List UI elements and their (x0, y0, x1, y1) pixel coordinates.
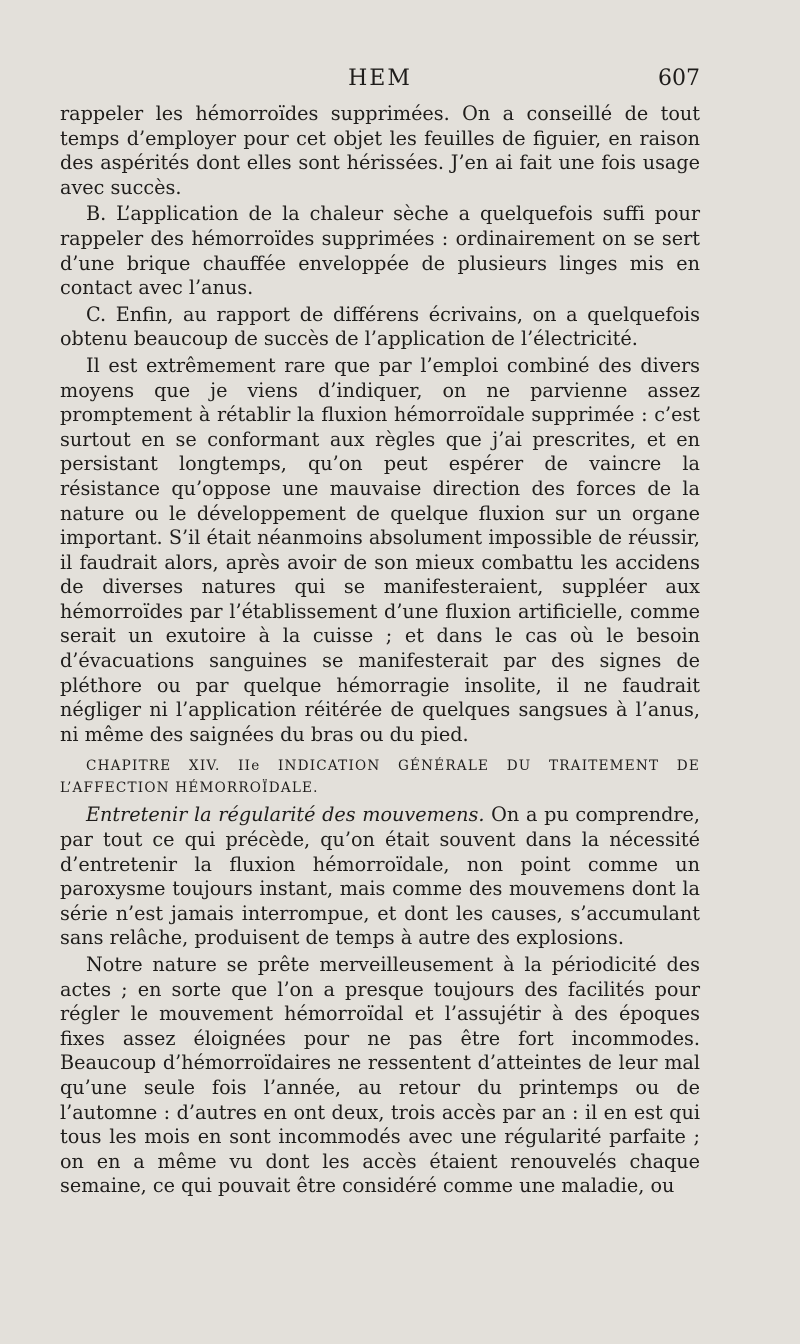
running-header (60, 62, 700, 96)
body-text (60, 102, 700, 1199)
section-italic-lead: Entretenir la régularité des mouvemens. (86, 803, 485, 827)
final-paragraph: Notre nature se prête merveilleusement à la périodicité des actes ; en sorte que l’on a presque toujours des facilités pour régler le mouvement hémorroïdal et l’assujétir à des époques fixes assez éloignées pour ne pas être fort incommodes. Beaucoup d’hémorroïdaires ne ressentent d’atteintes de leur mal qu’une seule fois l’année, au retour du printemps ou de l’automne : d’autres en ont deux, trois accès par an : il en est qui tous les mois en sont incommodés avec une régularité parfaite ; on en a même vu dont les accès étaient renouvelés chaque semaine, ce qui pouvait être considéré comme une maladie, ou (60, 953, 700, 1198)
chapter-heading: CHAPITRE XIV. IIe INDICATION GÉNÉRALE DU TRAITEMENT DE L’AFFECTION HÉMORROÏDALE. (60, 758, 700, 797)
running-title: HEM (348, 66, 412, 91)
paragraph-main: Il est extrêmement rare que par l’emploi combiné des divers moyens que je viens d’indiquer, on ne parvienne assez promptement à rétablir la fluxion hémorroïdale supprimée : c’est surtout en se conformant aux règles que j’ai prescrites, et en persistant longtemps, qu’on peut espérer de vaincre la résistance qu’oppose une mauvaise direction des forces de la nature ou le développement de quelque fluxion sur un organe important. S’il était néanmoins absolument impossible de réussir, il faudrait alors, après avoir de son mieux combattu les accidens de diverses natures qui se manifesteraient, suppléer aux hémorroïdes par l’établissement d’une fluxion artificielle, comme serait un exutoire à la cuisse ; et dans le cas où le besoin d’évacuations sanguines se manifesterait par des signes de pléthore ou par quelque hémorragie insolite, il ne faudrait négliger ni l’application réitérée de quelques sangsues à l’anus, ni même des saignées du bras ou du pied. (60, 353, 700, 746)
paragraph-b: B. L’application de la chaleur sèche a quelquefois suffi pour rappeler des hémorroïdes supprimées : ordinairement on se sert d’une brique chauffée enveloppée de plusieurs linges mis en contact avec l’anus. (60, 202, 700, 300)
section-lead-rest: On a pu comprendre, par tout ce qui précède, qu’on était souvent dans la nécessité d’entretenir la fluxion hémorroïdale, non point comme un paroxysme toujours instant, mais comme des mouvemens dont la série n’est jamais interrompue, et dont les causes, s’accumulant sans relâche, produisent de temps à autre des explosions. (60, 803, 701, 950)
page-number: 607 (658, 66, 700, 91)
paragraph-continuation: rappeler les hémorroïdes supprimées. On a conseillé de tout temps d’employer pour cet objet les feuilles de figuier, en raison des aspérités dont elles sont hérissées. J’en ai fait une fois usage avec succès. (60, 102, 700, 199)
section-paragraph (60, 803, 700, 951)
paragraph-c: C. Enfin, au rapport de différens écrivains, on a quelquefois obtenu beaucoup de succès de l’application de l’électricité. (60, 302, 700, 351)
